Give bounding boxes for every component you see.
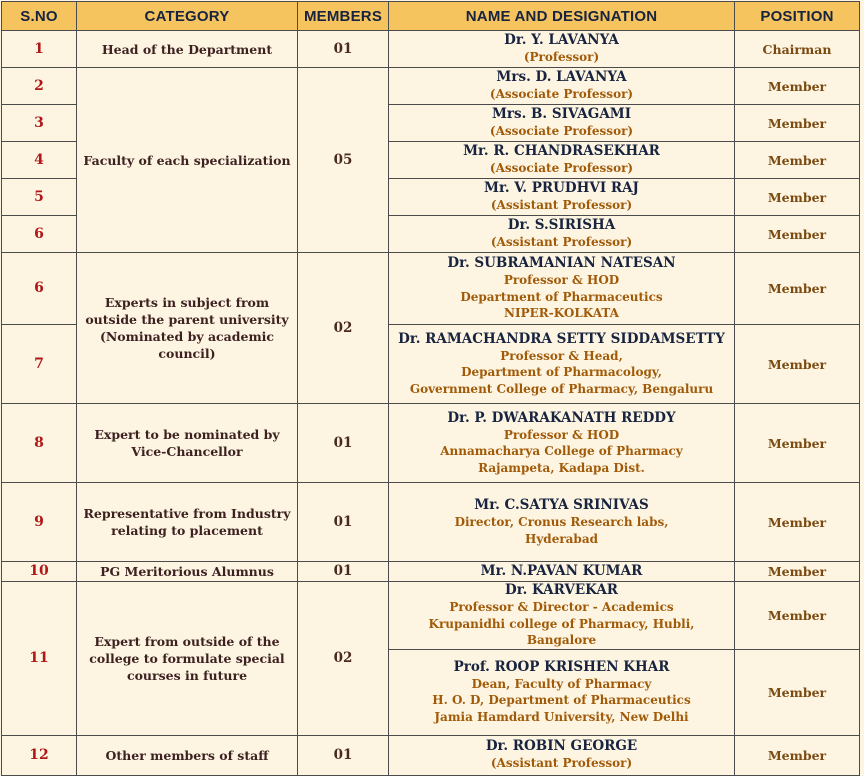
sno-cell: 10 xyxy=(2,562,77,582)
position-cell: Chairman xyxy=(735,31,860,68)
member-name: Dr. RAMACHANDRA SETTY SIDDAMSETTY xyxy=(398,330,725,347)
designation-line: Annamacharya College of Pharmacy xyxy=(440,444,683,459)
sno-cell: 7 xyxy=(2,325,77,404)
member-name: Dr. ROBIN GEORGE xyxy=(485,738,638,755)
header-sno: S.NO xyxy=(2,2,77,31)
designation-line: Department of Pharmaceutics xyxy=(460,289,663,304)
name-cell xyxy=(389,68,735,105)
designation-line: (Associate Professor) xyxy=(489,161,634,176)
member-name: Dr. S.SIRISHA xyxy=(507,217,616,234)
member-name: Mr. V. PRUDHVI RAJ xyxy=(484,180,639,197)
members-cell: 01 xyxy=(298,404,389,483)
position-cell: Member xyxy=(735,404,860,483)
designation-line: Rajampeta, Kadapa Dist. xyxy=(478,460,645,475)
members-cell: 02 xyxy=(298,582,389,736)
designation-line: (Professor) xyxy=(523,50,600,65)
designation-line: Professor & Director - Academics xyxy=(449,600,674,614)
member-name: Dr. Y. LAVANYA xyxy=(504,32,619,49)
position-cell: Member xyxy=(735,253,860,325)
name-cell xyxy=(389,105,735,142)
member-name: Dr. P. DWARAKANATH REDDY xyxy=(447,409,676,426)
sno-cell: 3 xyxy=(2,105,77,142)
members-cell: 02 xyxy=(298,253,389,404)
name-cell xyxy=(389,31,735,68)
table-row xyxy=(2,253,860,325)
sno-cell: 2 xyxy=(2,68,77,105)
table-row xyxy=(2,404,860,483)
table-row xyxy=(2,735,860,775)
header-position: POSITION xyxy=(735,2,860,31)
category-cell: Representative from Industry relating to placement xyxy=(77,483,298,562)
sno-cell: 12 xyxy=(2,735,77,775)
member-name: Mrs. B. SIVAGAMI xyxy=(491,106,632,123)
designation-line: (Assistant Professor) xyxy=(490,198,633,213)
table-row xyxy=(2,483,860,562)
position-cell: Member xyxy=(735,179,860,216)
name-cell xyxy=(389,253,735,325)
member-name: Dr. KARVEKAR xyxy=(504,582,619,598)
name-cell xyxy=(389,325,735,404)
designation-line: Professor & Head, xyxy=(500,348,623,363)
position-cell: Member xyxy=(735,735,860,775)
table-row xyxy=(2,582,860,650)
position-cell: Member xyxy=(735,68,860,105)
sno-cell: 4 xyxy=(2,142,77,179)
category-cell: PG Meritorious Alumnus xyxy=(77,562,298,582)
member-name: Mr. N.PAVAN KUMAR xyxy=(480,563,643,579)
designation-line: (Associate Professor) xyxy=(489,87,634,102)
designation-line: (Associate Professor) xyxy=(489,124,634,139)
members-cell: 01 xyxy=(298,735,389,775)
table-row xyxy=(2,68,860,105)
sno-cell: 6 xyxy=(2,216,77,253)
name-cell xyxy=(389,483,735,562)
header-category: CATEGORY xyxy=(77,2,298,31)
category-cell: Faculty of each specialization xyxy=(77,68,298,253)
members-cell: 01 xyxy=(298,562,389,582)
member-name: Prof. ROOP KRISHEN KHAR xyxy=(453,658,670,675)
designation-line: NIPER-KOLKATA xyxy=(504,306,619,321)
position-cell: Member xyxy=(735,483,860,562)
position-cell: Member xyxy=(735,325,860,404)
category-cell: Experts in subject from outside the parent university (Nominated by academic council) xyxy=(77,253,298,404)
member-name: Dr. SUBRAMANIAN NATESAN xyxy=(447,255,676,272)
table-row xyxy=(2,562,860,582)
name-cell xyxy=(389,404,735,483)
position-cell: Member xyxy=(735,105,860,142)
members-cell: 01 xyxy=(298,31,389,68)
designation-line: Professor & HOD xyxy=(503,273,620,288)
category-cell: Head of the Department xyxy=(77,31,298,68)
header-row xyxy=(2,2,860,31)
position-cell: Member xyxy=(735,216,860,253)
name-cell xyxy=(389,582,735,650)
sno-cell: 6 xyxy=(2,253,77,325)
table-row xyxy=(2,31,860,68)
designation-line: Government College of Pharmacy, Bengaluru xyxy=(409,381,714,396)
member-name: Mrs. D. LAVANYA xyxy=(496,69,627,86)
header-name: NAME AND DESIGNATION xyxy=(389,2,735,31)
members-cell: 01 xyxy=(298,483,389,562)
position-cell: Member xyxy=(735,582,860,650)
designation-line: Jamia Hamdard University, New Delhi xyxy=(434,709,689,724)
name-cell xyxy=(389,649,735,735)
position-cell: Member xyxy=(735,649,860,735)
category-cell: Expert to be nominated by Vice-Chancellor xyxy=(77,404,298,483)
position-cell: Member xyxy=(735,142,860,179)
designation-line: Director, Cronus Research labs, xyxy=(454,515,669,529)
designation-line: (Assistant Professor) xyxy=(490,756,633,771)
members-cell: 05 xyxy=(298,68,389,253)
sno-cell: 1 xyxy=(2,31,77,68)
category-cell: Other members of staff xyxy=(77,735,298,775)
member-name: Mr. C.SATYA SRINIVAS xyxy=(474,497,649,513)
committee-table xyxy=(1,1,860,776)
name-cell xyxy=(389,216,735,253)
sno-cell: 9 xyxy=(2,483,77,562)
designation-line: H. O. D, Department of Pharmaceutics xyxy=(432,693,691,708)
designation-line: Krupanidhi college of Pharmacy, Hubli, Bangalore xyxy=(428,616,695,647)
sno-cell: 5 xyxy=(2,179,77,216)
designation-line: Professor & HOD xyxy=(503,427,620,442)
sno-cell: 11 xyxy=(2,582,77,736)
designation-line: Department of Pharmacology, xyxy=(461,365,662,380)
designation-line: (Assistant Professor) xyxy=(490,235,633,250)
sno-cell: 8 xyxy=(2,404,77,483)
member-name: Mr. R. CHANDRASEKHAR xyxy=(463,143,660,160)
designation-line: Dean, Faculty of Pharmacy xyxy=(471,676,652,691)
name-cell xyxy=(389,142,735,179)
position-cell: Member xyxy=(735,562,860,582)
header-members: MEMBERS xyxy=(298,2,389,31)
name-cell xyxy=(389,562,735,582)
name-cell xyxy=(389,735,735,775)
designation-line: Hyderabad xyxy=(525,531,598,546)
name-cell xyxy=(389,179,735,216)
category-cell: Expert from outside of the college to formulate special courses in future xyxy=(77,582,298,736)
